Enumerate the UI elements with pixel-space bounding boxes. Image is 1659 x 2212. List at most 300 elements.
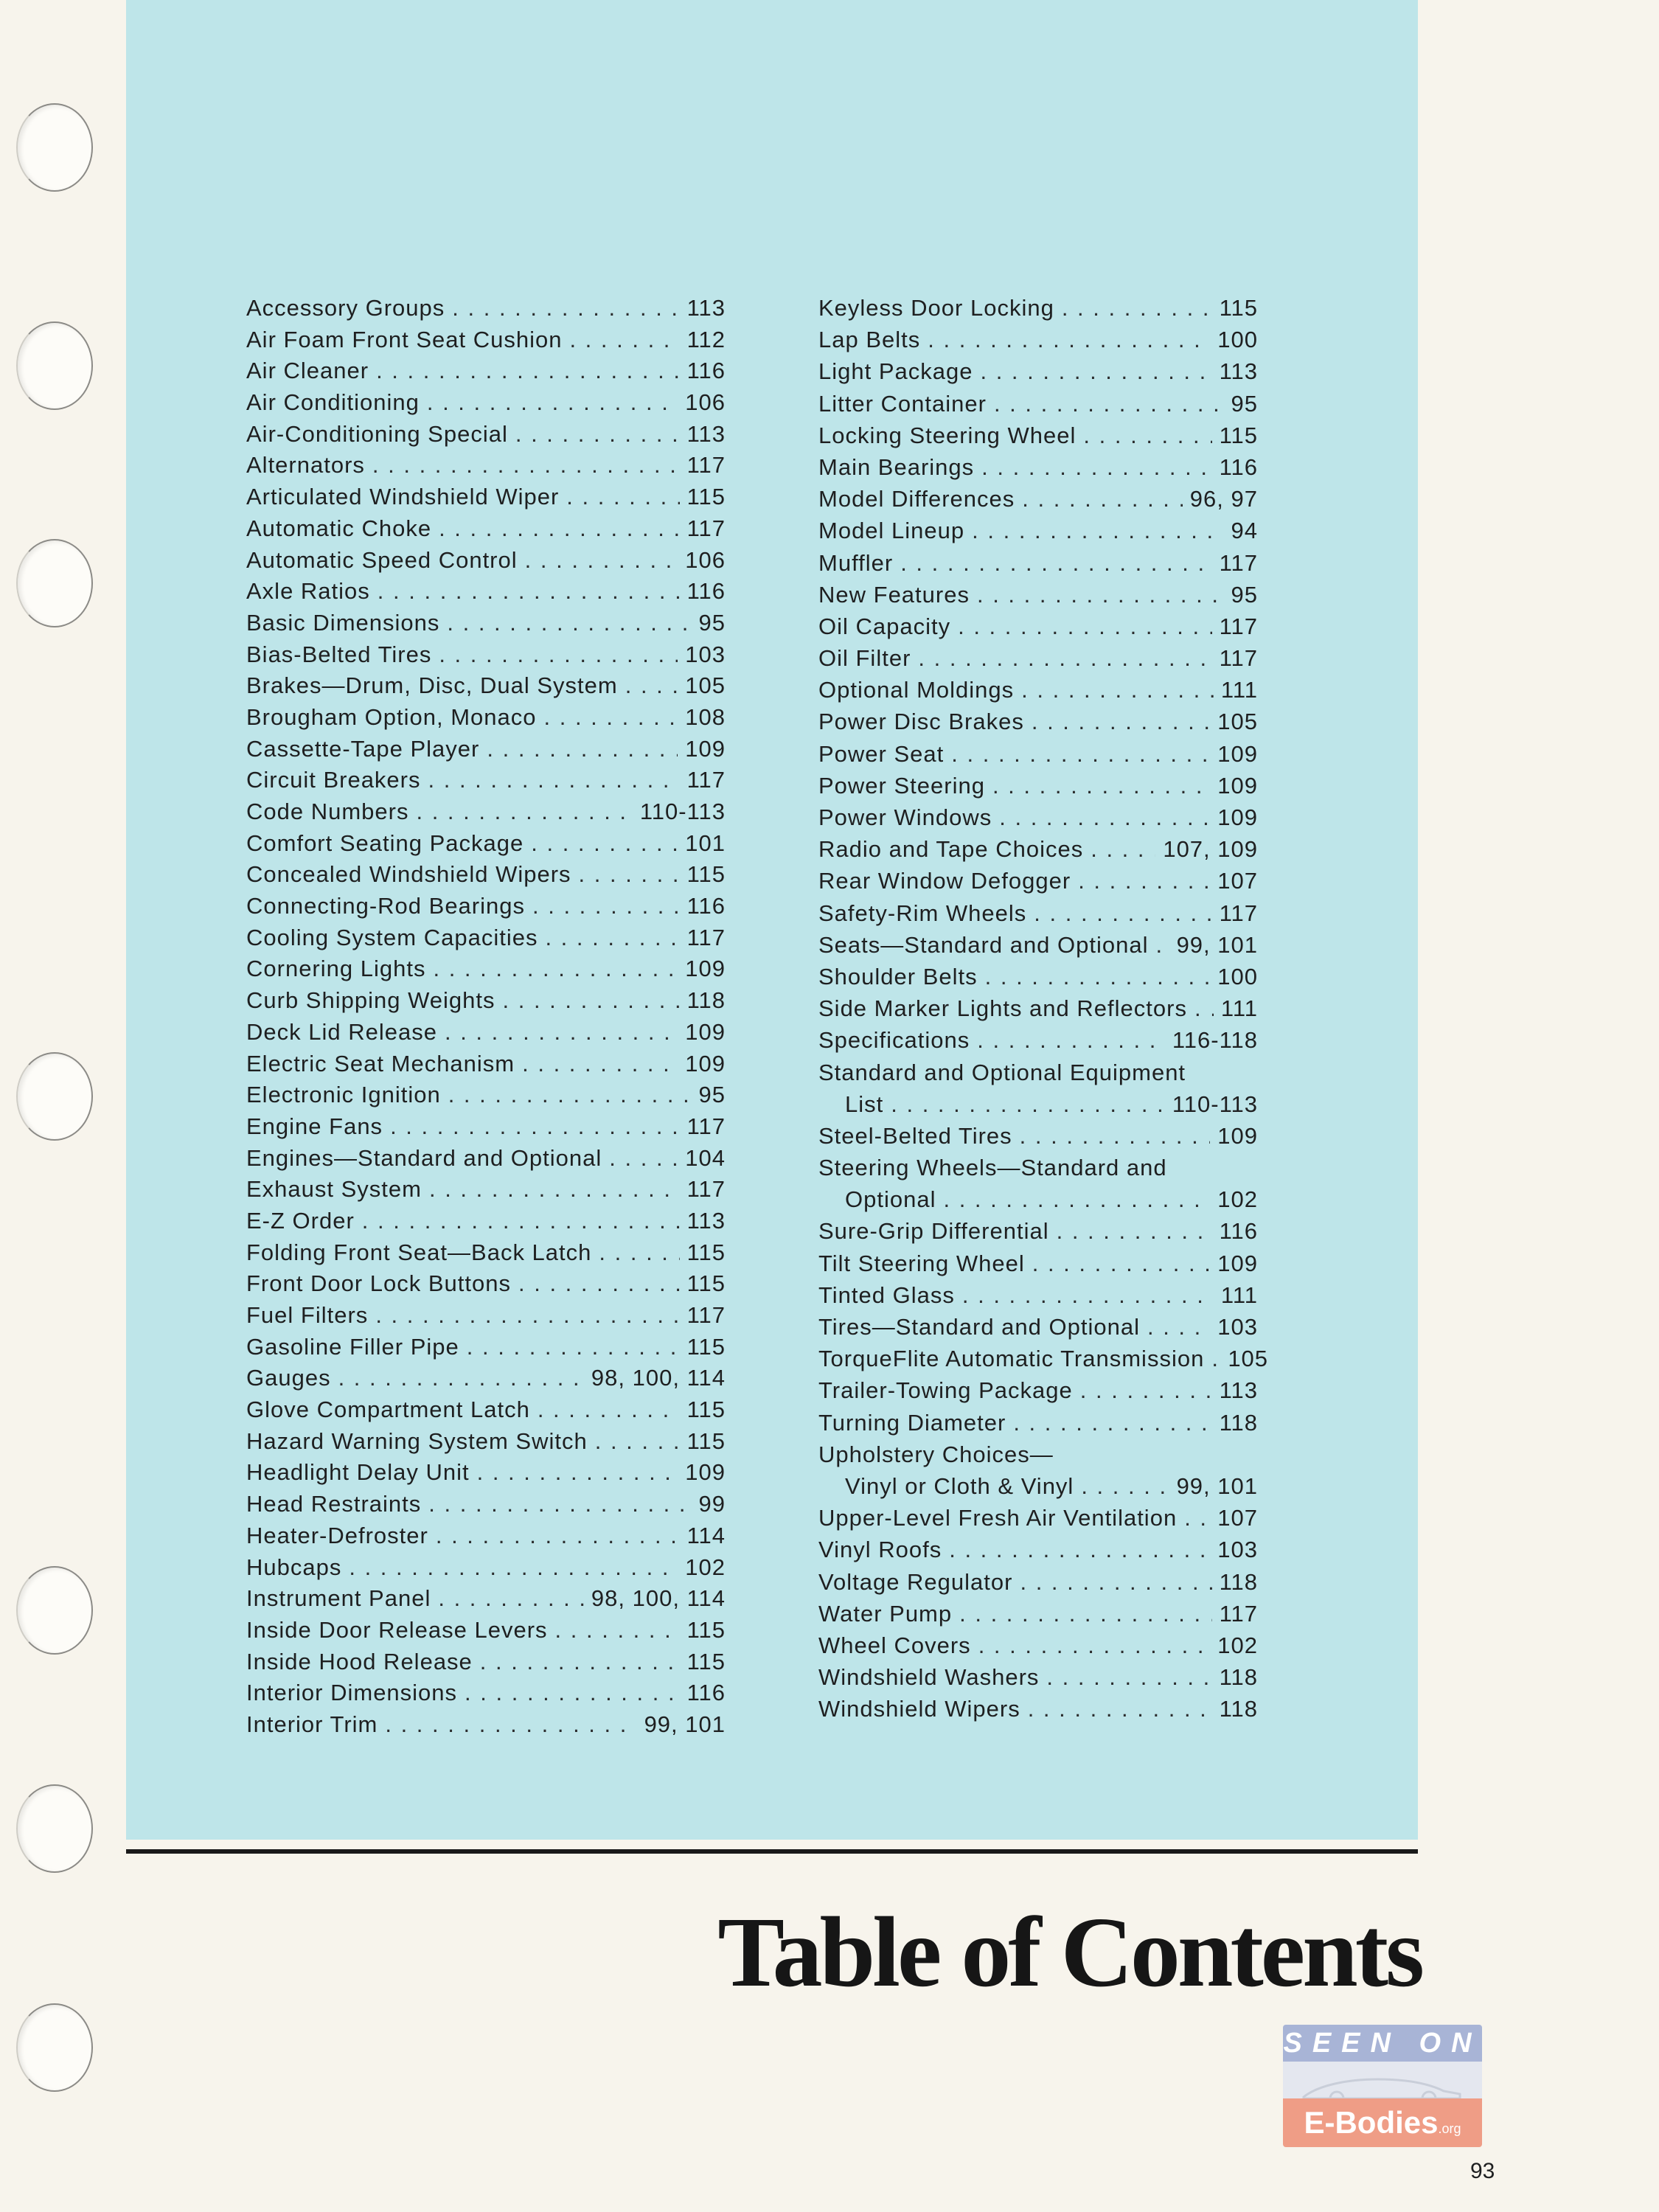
dot-leader — [477, 1459, 678, 1486]
index-entry — [246, 1176, 726, 1208]
index-entry — [246, 1365, 726, 1397]
dot-leader — [958, 613, 1211, 640]
index-entry-page: 115 — [1219, 422, 1258, 448]
index-entry-label: Cassette-Tape Player — [246, 735, 480, 762]
index-entry — [818, 1123, 1258, 1155]
index-entry-label: Light Package — [818, 358, 973, 385]
dot-leader — [1028, 1696, 1212, 1722]
dot-leader — [1081, 1473, 1169, 1500]
index-entry — [818, 995, 1258, 1027]
index-entry-label: Basic Dimensions — [246, 609, 440, 636]
index-entry — [246, 767, 726, 799]
dot-leader — [1091, 836, 1155, 863]
index-entry-label: Water Pump — [818, 1600, 953, 1627]
dot-leader — [1032, 1251, 1211, 1277]
index-entry — [818, 1282, 1258, 1314]
index-entry-page: 109 — [685, 956, 726, 982]
index-entry-page: 109 — [1217, 1122, 1258, 1149]
index-entry-label: Hubcaps — [246, 1554, 342, 1580]
index-entry-label: Instrument Panel — [246, 1585, 431, 1612]
dot-leader — [385, 1711, 636, 1738]
index-entry-label: Engine Fans — [246, 1113, 383, 1139]
index-entry-label: Headlight Delay Unit — [246, 1459, 470, 1486]
index-entry-label: Bias-Belted Tires — [246, 641, 432, 667]
index-entry-page: 113 — [686, 295, 726, 321]
index-entry-label: Radio and Tape Choices — [818, 836, 1084, 863]
dot-leader — [569, 327, 679, 353]
dot-leader — [972, 518, 1223, 544]
index-entry — [818, 932, 1258, 964]
dot-leader — [428, 767, 680, 793]
index-entry — [818, 709, 1258, 740]
index-entry-label: Main Bearings — [818, 453, 975, 480]
index-entry-label: Oil Filter — [818, 645, 911, 672]
index-entry-label: Circuit Breakers — [246, 767, 421, 793]
index-entry-page: 116 — [686, 1680, 726, 1706]
index-entry — [246, 1334, 726, 1366]
index-column-right — [818, 295, 1269, 1728]
index-entry — [818, 486, 1258, 518]
index-entry-page: 116 — [686, 358, 726, 384]
index-entry — [818, 550, 1258, 582]
dot-leader — [436, 1523, 680, 1549]
index-entry-page: 115 — [686, 484, 726, 510]
dot-leader — [545, 925, 679, 951]
index-entry-label: Vinyl Roofs — [818, 1537, 942, 1563]
dot-leader — [579, 861, 680, 888]
index-entry-label: Cornering Lights — [246, 956, 426, 982]
index-entry-page: 117 — [1219, 645, 1258, 672]
index-entry-label: New Features — [818, 581, 970, 608]
dot-leader — [531, 830, 678, 857]
index-entry-label: Exhaust System — [246, 1176, 422, 1203]
index-entry-page: 115 — [686, 1616, 726, 1643]
index-entry-label: Automatic Choke — [246, 515, 432, 541]
index-entry — [246, 1523, 726, 1554]
index-entry — [246, 421, 726, 453]
dot-leader — [429, 1176, 680, 1203]
index-entry-page: 115 — [686, 1239, 726, 1265]
dot-leader — [349, 1554, 678, 1581]
index-entry — [246, 861, 726, 893]
index-entry-page: 105 — [685, 672, 726, 699]
index-entry-label: Curb Shipping Weights — [246, 987, 495, 1014]
index-entry-label: Interior Trim — [246, 1711, 378, 1737]
index-entry-page: 115 — [686, 861, 726, 888]
index-entry — [246, 1711, 726, 1743]
index-entry — [246, 547, 726, 579]
dot-leader — [918, 645, 1211, 672]
dot-leader — [467, 1334, 680, 1360]
index-entry-page: 116 — [1219, 453, 1258, 480]
index-entry-page: 107 — [1217, 868, 1258, 894]
index-entry-page: 113 — [1219, 1377, 1258, 1404]
dot-leader — [465, 1680, 680, 1706]
index-entry — [818, 773, 1258, 804]
index-entry-label: Specifications — [818, 1027, 970, 1054]
dot-leader — [438, 1585, 584, 1612]
index-entry-page: 109 — [685, 735, 726, 762]
dot-leader — [959, 1601, 1211, 1627]
index-entry — [818, 295, 1258, 327]
dot-leader — [518, 1270, 680, 1297]
dot-leader — [372, 452, 680, 479]
index-entry — [818, 518, 1258, 549]
index-entry-label: Wheel Covers — [818, 1632, 971, 1658]
index-entry — [818, 1537, 1258, 1568]
index-entry-label: Model Lineup — [818, 518, 965, 544]
index-entry-page: 117 — [686, 515, 726, 541]
index-entry-page: 102 — [1217, 1632, 1258, 1658]
index-entry — [246, 358, 726, 389]
index-entry-page: 109 — [1217, 740, 1258, 767]
dot-leader — [1147, 1314, 1210, 1340]
index-entry — [246, 295, 726, 327]
dot-leader — [1057, 1218, 1212, 1245]
index-entry — [246, 1397, 726, 1428]
index-entry-label: Electronic Ignition — [246, 1082, 441, 1108]
index-entry-page: 108 — [685, 703, 726, 730]
index-entry-label: Upper-Level Fresh Air Ventilation — [818, 1505, 1178, 1531]
dot-leader — [985, 964, 1211, 990]
dot-leader — [1083, 422, 1211, 449]
index-entry-label: Tinted Glass — [818, 1281, 955, 1308]
index-entry — [246, 1585, 726, 1617]
index-entry-label: Axle Ratios — [246, 578, 370, 605]
index-entry-page: 110-113 — [639, 799, 726, 824]
index-entry — [246, 736, 726, 768]
index-entry-label: Gasoline Filler Pipe — [246, 1333, 459, 1360]
index-entry — [246, 956, 726, 987]
dot-leader — [480, 1649, 680, 1675]
index-entry-label: Accessory Groups — [246, 295, 445, 321]
badge-bottom-text — [1283, 2098, 1482, 2147]
index-entry — [818, 391, 1258, 422]
index-entry-page: 111 — [1220, 995, 1258, 1022]
index-entry-label: Front Door Lock Buttons — [246, 1270, 511, 1297]
index-entry — [246, 515, 726, 547]
dot-leader — [362, 1208, 680, 1234]
index-entry-label: Muffler — [818, 549, 894, 576]
index-entry-page: 99, 101 — [644, 1711, 726, 1737]
index-entry — [246, 1270, 726, 1302]
index-entry-page: 106 — [685, 546, 726, 573]
index-entry-page: 95 — [698, 609, 726, 636]
index-entry-page: 102 — [1217, 1186, 1258, 1213]
index-entry-label: Air Foam Front Seat Cushion — [246, 326, 563, 352]
index-entry-page: 117 — [686, 1176, 726, 1203]
index-entry — [246, 1649, 726, 1680]
index-entry-label: Tilt Steering Wheel — [818, 1250, 1025, 1276]
dot-leader — [544, 704, 678, 731]
index-entry-label: Windshield Washers — [818, 1664, 1040, 1691]
index-entry — [246, 578, 726, 610]
index-entry-page: 98, 100, 114 — [591, 1365, 726, 1391]
index-entry-page: 115 — [1219, 295, 1258, 321]
index-entry — [818, 327, 1258, 358]
dot-leader — [978, 1632, 1211, 1659]
index-entry — [246, 452, 726, 484]
index-entry — [818, 1346, 1269, 1377]
index-entry-label: List — [845, 1091, 884, 1117]
punch-hole — [16, 1784, 93, 1873]
index-entry-page: 96, 97 — [1189, 486, 1258, 512]
seen-on-ebodies-badge — [1283, 2025, 1482, 2147]
index-entry-label: Connecting-Rod Bearings — [246, 893, 525, 919]
index-entry-label: Gauges — [246, 1365, 331, 1391]
index-entry-page: 114 — [686, 1522, 726, 1548]
index-entry-label: Optional Moldings — [818, 677, 1015, 703]
index-entry-page: 103 — [1217, 1314, 1258, 1340]
dot-leader — [439, 515, 680, 542]
dot-leader — [1022, 486, 1183, 512]
index-entry — [818, 582, 1258, 613]
dot-leader — [980, 358, 1211, 385]
index-entry-label: Tires—Standard and Optional — [818, 1314, 1140, 1340]
index-entry-page: 109 — [1217, 772, 1258, 799]
index-entry — [246, 1459, 726, 1491]
index-entry-page: 115 — [686, 1397, 726, 1423]
index-entry-label: Alternators — [246, 452, 365, 479]
index-entry-page: 94 — [1231, 518, 1258, 544]
index-entry-label: Rear Window Defogger — [818, 868, 1071, 894]
index-entry-page: 116 — [686, 893, 726, 919]
index-entry — [818, 1186, 1258, 1218]
index-entry — [818, 804, 1258, 836]
index-entry-page: 95 — [1231, 390, 1258, 417]
index-entry — [818, 1091, 1258, 1123]
index-entry-label: Interior Dimensions — [246, 1680, 458, 1706]
index-entry-page: 109 — [685, 1050, 726, 1077]
index-entry-page: 100 — [1217, 327, 1258, 353]
index-entry-label: Keyless Door Locking — [818, 295, 1054, 321]
dot-leader — [515, 421, 680, 448]
index-entry-label: Lap Belts — [818, 327, 921, 353]
index-entry-label: Glove Compartment Latch — [246, 1397, 530, 1423]
index-entry-label: Power Windows — [818, 804, 992, 830]
index-entry — [818, 645, 1258, 677]
dot-leader — [448, 1082, 692, 1108]
index-entry-label: Turning Diameter — [818, 1409, 1006, 1436]
index-entry-page: 115 — [686, 1648, 726, 1674]
dot-leader — [378, 578, 680, 605]
index-entry-label: Power Disc Brakes — [818, 709, 1024, 735]
index-entry — [818, 1060, 1258, 1091]
index-entry-label: Inside Hood Release — [246, 1648, 473, 1674]
index-entry-page: 116 — [686, 578, 726, 605]
index-entry — [246, 1113, 726, 1145]
dot-leader — [1156, 932, 1169, 959]
index-entry-label: Vinyl or Cloth & Vinyl — [845, 1472, 1074, 1499]
index-entry-page: 99, 101 — [1176, 1472, 1258, 1499]
index-entry-label: Cooling System Capacities — [246, 924, 538, 950]
index-entry-page: 115 — [686, 1333, 726, 1360]
index-entry — [246, 987, 726, 1019]
index-entry — [818, 613, 1258, 645]
index-entry-page: 107, 109 — [1163, 836, 1258, 863]
index-entry-label: Air Conditioning — [246, 389, 420, 416]
index-entry — [818, 1251, 1258, 1282]
page-number: 93 — [1470, 2159, 1495, 2183]
index-entry — [246, 830, 726, 862]
index-entry-label: Steel-Belted Tires — [818, 1122, 1012, 1149]
dot-leader — [1184, 1505, 1210, 1531]
index-entry — [246, 1680, 726, 1711]
index-entry — [246, 1239, 726, 1271]
index-entry-page: 117 — [686, 767, 726, 793]
index-entry-page: 111 — [1220, 1281, 1258, 1308]
index-entry — [246, 1491, 726, 1523]
index-entry-label: Seats—Standard and Optional — [818, 931, 1149, 958]
dot-leader — [1034, 900, 1211, 927]
punch-hole — [16, 539, 93, 627]
index-entry-page: 116-118 — [1172, 1027, 1258, 1054]
index-entry-page: 103 — [685, 641, 726, 667]
index-entry-label: Windshield Wipers — [818, 1696, 1020, 1722]
dot-leader — [900, 550, 1211, 577]
index-entry-page: 107 — [1217, 1505, 1258, 1531]
index-entry-page: 102 — [685, 1554, 726, 1580]
index-entry-page: 110-113 — [1172, 1091, 1258, 1117]
index-entry — [818, 1569, 1258, 1601]
index-entry-page: 117 — [1219, 613, 1258, 639]
index-entry-label: Engines—Standard and Optional — [246, 1144, 602, 1171]
dot-leader — [1021, 677, 1214, 703]
index-entry-label: Electric Seat Mechanism — [246, 1050, 515, 1077]
index-entry — [246, 641, 726, 673]
index-entry-page: 118 — [686, 987, 726, 1014]
index-entry-label: Power Steering — [818, 772, 985, 799]
dot-leader — [962, 1282, 1214, 1309]
index-entry — [818, 454, 1258, 486]
index-entry — [246, 1428, 726, 1460]
index-entry-label: Code Numbers — [246, 799, 409, 824]
index-entry — [818, 1473, 1258, 1505]
index-entry-label: Safety-Rim Wheels — [818, 900, 1027, 926]
index-entry — [818, 358, 1258, 390]
dot-leader — [447, 610, 691, 636]
index-entry-label: E-Z Order — [246, 1207, 355, 1234]
index-entry-label: Litter Container — [818, 390, 987, 417]
index-entry-page: 109 — [1217, 804, 1258, 830]
dot-leader — [427, 389, 678, 416]
index-entry-label: Air Cleaner — [246, 358, 369, 384]
index-entry-label: Model Differences — [818, 486, 1015, 512]
index-entry-label: Hazard Warning System Switch — [246, 1427, 588, 1454]
index-entry — [818, 1314, 1258, 1346]
index-entry-page: 100 — [1217, 963, 1258, 990]
index-entry-label: Head Restraints — [246, 1491, 422, 1517]
index-entry-page: 111 — [1220, 677, 1258, 703]
dot-leader — [609, 1145, 678, 1172]
index-entry-label: Brakes—Drum, Disc, Dual System — [246, 672, 618, 699]
dot-leader — [445, 1019, 678, 1046]
dot-leader — [1013, 1410, 1211, 1436]
index-entry-page: 101 — [685, 830, 726, 856]
index-entry-page: 103 — [1217, 1537, 1258, 1563]
index-entry-label: Trailer-Towing Package — [818, 1377, 1073, 1404]
index-entry-label: Power Seat — [818, 740, 945, 767]
index-entry — [246, 1617, 726, 1649]
index-entry-page: 105 — [1228, 1346, 1269, 1372]
index-entry — [818, 1601, 1258, 1632]
dot-leader — [566, 484, 679, 510]
index-entry-page: 95 — [698, 1082, 726, 1108]
index-entry — [818, 1632, 1258, 1664]
badge-domain-suffix: .org — [1438, 2121, 1461, 2136]
index-entry — [246, 704, 726, 736]
index-entry-page: 117 — [686, 924, 726, 950]
index-entry — [246, 327, 726, 358]
index-entry — [818, 836, 1258, 868]
dot-leader — [928, 327, 1210, 353]
index-entry-label: Automatic Speed Control — [246, 546, 518, 573]
index-entry-label: TorqueFlite Automatic Transmission — [818, 1346, 1205, 1372]
index-entry-page: 115 — [686, 1427, 726, 1454]
badge-top-text: SEEN ON — [1283, 2025, 1482, 2062]
index-entry — [246, 799, 726, 830]
dot-leader — [1020, 1569, 1211, 1596]
dot-leader — [599, 1239, 679, 1266]
index-entry-label: Voltage Regulator — [818, 1568, 1013, 1595]
dot-leader — [891, 1091, 1165, 1118]
index-column-left — [246, 295, 726, 1743]
dot-leader — [943, 1186, 1210, 1213]
index-entry — [818, 1441, 1258, 1473]
index-entry — [246, 1019, 726, 1051]
index-entry-label: Folding Front Seat—Back Latch — [246, 1239, 592, 1265]
index-entry — [246, 1051, 726, 1082]
index-entry — [246, 925, 726, 956]
index-entry-page: 99, 101 — [1176, 931, 1258, 958]
index-entry — [246, 389, 726, 421]
index-entry — [818, 1218, 1258, 1250]
index-entry-page: 117 — [1219, 549, 1258, 576]
index-entry-label: Articulated Windshield Wiper — [246, 484, 560, 510]
dot-leader — [555, 1617, 680, 1644]
index-entry-label: Concealed Windshield Wipers — [246, 861, 571, 888]
dot-leader — [452, 295, 679, 321]
index-entry — [818, 1696, 1258, 1728]
index-entry — [246, 672, 726, 704]
index-entry-page: 116 — [1219, 1218, 1258, 1245]
dot-leader — [625, 672, 678, 699]
dot-leader — [487, 736, 678, 762]
dot-leader — [376, 358, 680, 384]
index-entry-page: 118 — [1219, 1568, 1258, 1595]
index-entry-page: 109 — [1217, 1250, 1258, 1276]
index-entry-page: 112 — [686, 326, 726, 352]
dot-leader — [999, 804, 1210, 831]
dot-leader — [1020, 1123, 1211, 1150]
dot-leader — [977, 582, 1224, 608]
index-entry — [246, 1145, 726, 1177]
index-entry — [246, 1208, 726, 1239]
index-entry-label: Comfort Seating Package — [246, 830, 524, 856]
index-entry-page: 109 — [685, 1018, 726, 1045]
dot-leader — [1078, 868, 1210, 894]
dot-leader — [992, 773, 1210, 799]
index-entry — [246, 1302, 726, 1334]
index-entry-page: 113 — [686, 1207, 726, 1234]
index-entry — [818, 1505, 1258, 1537]
dot-leader — [1194, 995, 1214, 1022]
index-entry — [246, 893, 726, 925]
dot-leader — [977, 1027, 1165, 1054]
index-entry-label: Sure-Grip Differential — [818, 1218, 1049, 1245]
dot-leader — [1080, 1377, 1212, 1404]
dot-leader — [525, 547, 678, 574]
